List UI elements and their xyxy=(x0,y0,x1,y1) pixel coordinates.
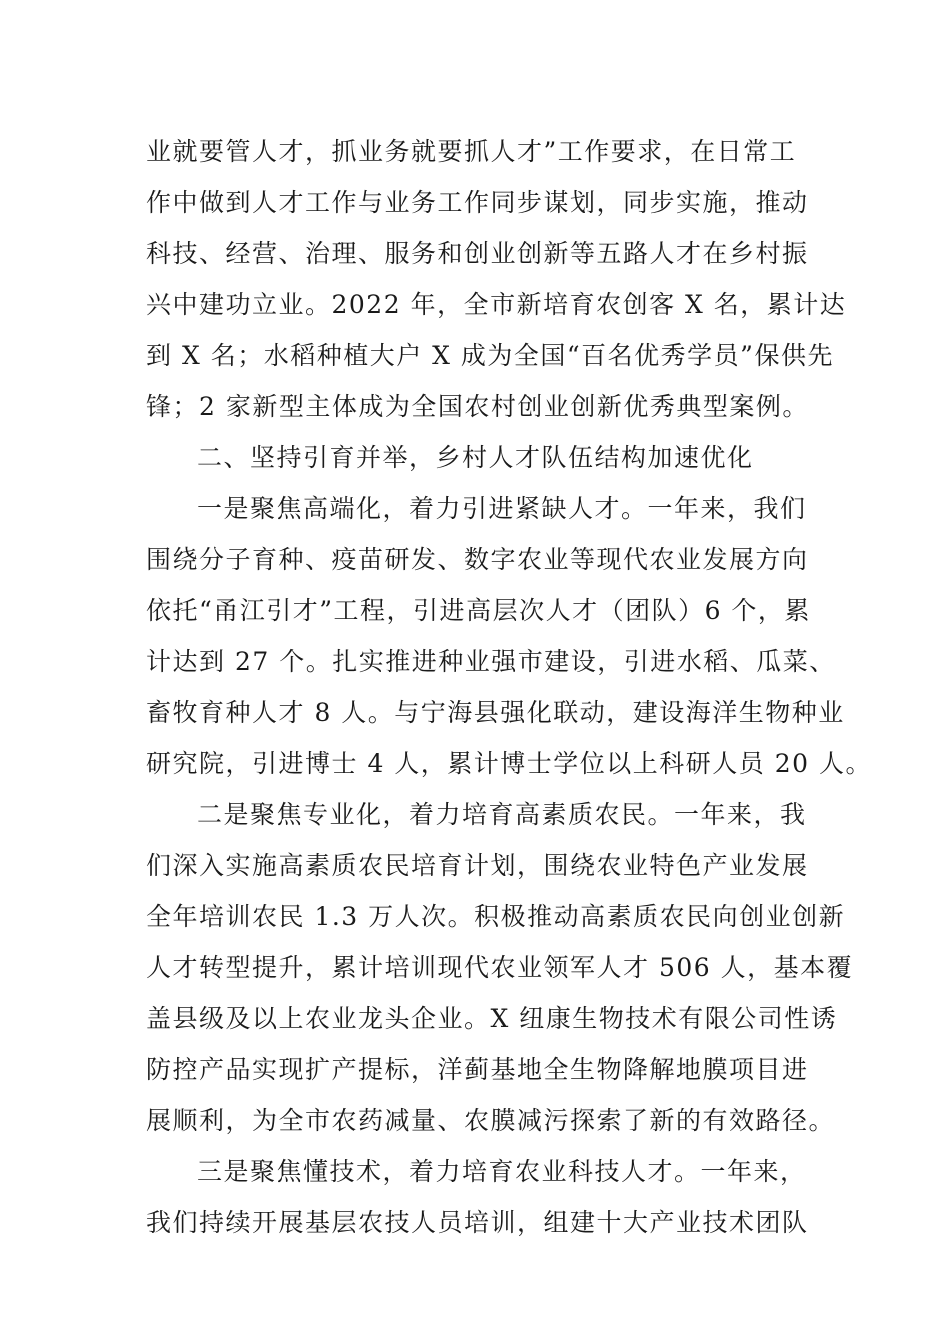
paragraph-first-line: 二是聚焦专业化，着力培育高素质农民。一年来，我 xyxy=(197,800,807,829)
body-line: 依托“甬江引才”工程，引进高层次人才（团队）6 个，累 xyxy=(146,596,811,625)
body-line: 围绕分子育种、疫苗研发、数字农业等现代农业发展方向 xyxy=(146,545,809,574)
body-line: 锋；2 家新型主体成为全国农村创业创新优秀典型案例。 xyxy=(146,392,809,421)
body-line: 兴中建功立业。2022 年，全市新培育农创客 X 名，累计达 xyxy=(146,290,847,319)
body-line: 作中做到人才工作与业务工作同步谋划，同步实施，推动 xyxy=(146,188,809,217)
section-heading: 二、坚持引育并举，乡村人才队伍结构加速优化 xyxy=(197,443,754,472)
body-line: 展顺利，为全市农药减量、农膜减污探索了新的有效路径。 xyxy=(146,1106,836,1135)
body-line: 们深入实施高素质农民培育计划，围绕农业特色产业发展 xyxy=(146,851,809,880)
body-line: 科技、经营、治理、服务和创业创新等五路人才在乡村振 xyxy=(146,239,809,268)
paragraph-first-line: 一是聚焦高端化，着力引进紧缺人才。一年来，我们 xyxy=(197,494,807,523)
body-line: 计达到 27 个。扎实推进种业强市建设，引进水稻、瓜菜、 xyxy=(146,647,836,676)
body-line: 业就要管人才，抓业务就要抓人才”工作要求，在日常工 xyxy=(146,137,797,166)
body-line: 畜牧育种人才 8 人。与宁海县强化联动，建设海洋生物种业 xyxy=(146,698,845,727)
body-line: 防控产品实现扩产提标，洋蓟基地全生物降解地膜项目进 xyxy=(146,1055,809,1084)
body-line: 人才转型提升，累计培训现代农业领军人才 506 人，基本覆 xyxy=(146,953,854,982)
body-line: 到 X 名；水稻种植大户 X 成为全国“百名优秀学员”保供先 xyxy=(146,341,834,370)
body-line: 盖县级及以上农业龙头企业。X 纽康生物技术有限公司性诱 xyxy=(146,1004,838,1033)
document-body xyxy=(146,126,873,1248)
body-line: 研究院，引进博士 4 人，累计博士学位以上科研人员 20 人。 xyxy=(146,749,873,778)
paragraph-first-line: 三是聚焦懂技术，着力培育农业科技人才。一年来， xyxy=(197,1157,807,1186)
body-line: 全年培训农民 1.3 万人次。积极推动高素质农民向创业创新 xyxy=(146,902,846,931)
body-line: 我们持续开展基层农技人员培训，组建十大产业技术团队 xyxy=(146,1208,809,1237)
